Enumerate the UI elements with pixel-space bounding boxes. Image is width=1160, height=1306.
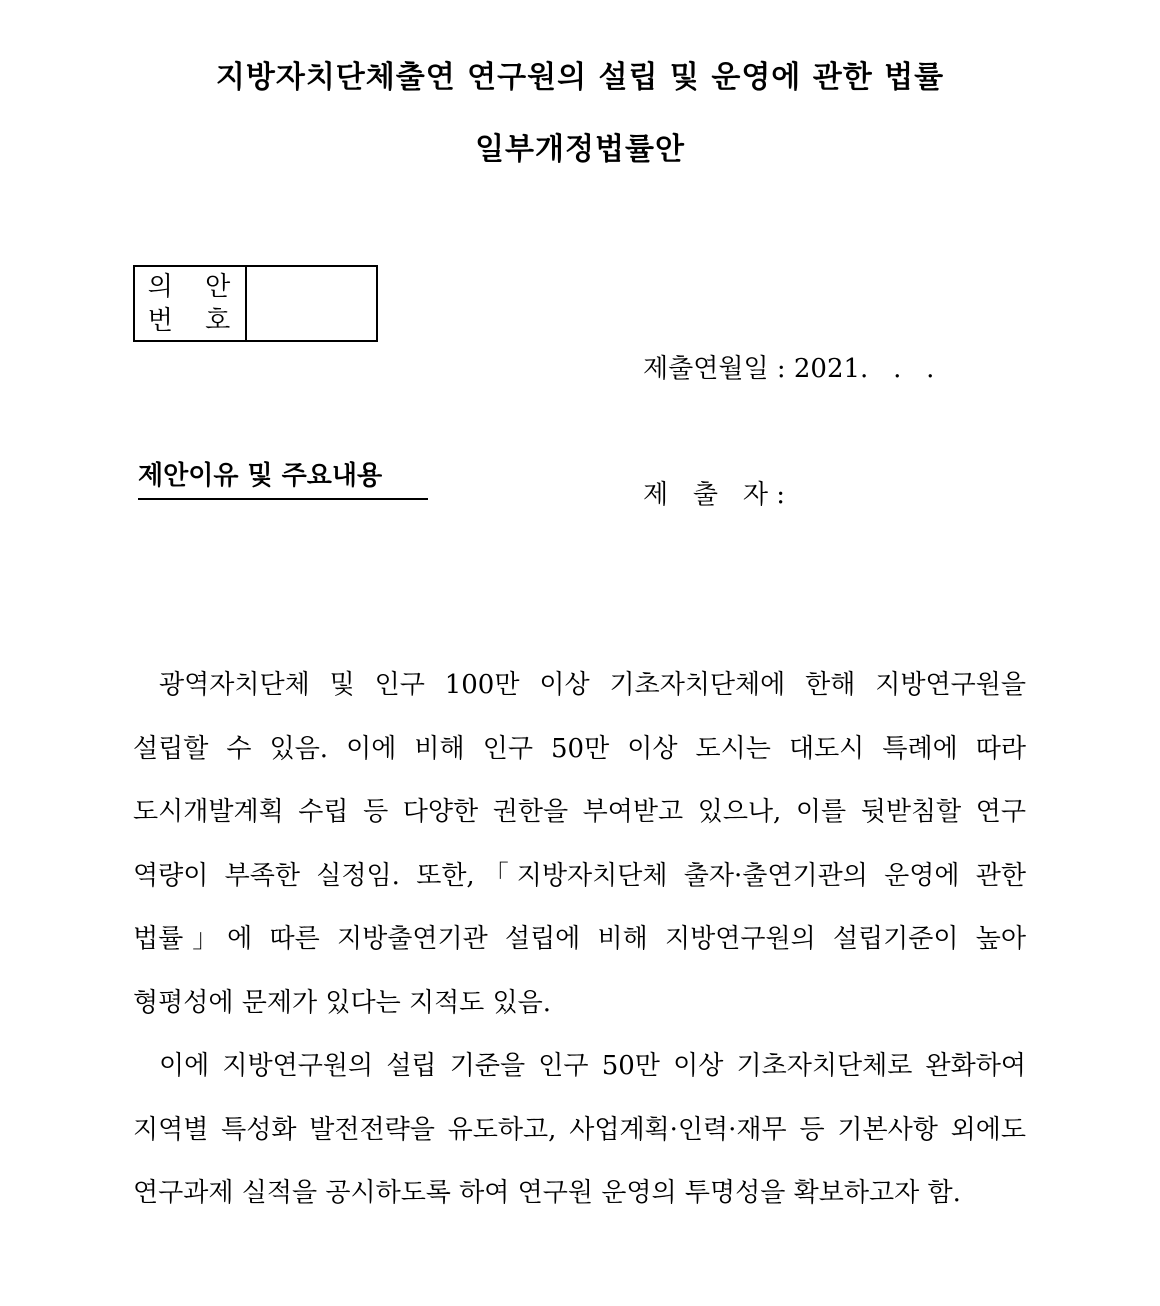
body-paragraph-1-text: 광역자치단체 및 인구 100만 이상 기초자치단체에 한해 지방연구원을 설립할 수 있음. 이에 비해 인구 50만 이상 도시는 대도시 특례에 따라 도시개발계획 수립 등 다양한 권한을 부여받고 있으나, 이를 뒷받침할 연구 역량이 부족한 실정임. 또한,「지방자치단체 출자·출연기관의 운영에 관한 법률」에 따른 지방출연기관 설립에 비해 지방연구원의 설립기준이 높아 형평성에 문제가 있다는 지적도 있음. (133, 670, 1026, 1018)
submitter-label: 제 출 자 (643, 480, 768, 510)
bill-number-label (135, 267, 247, 340)
submission-date-separator: : (768, 354, 794, 384)
document-title-line-1: 지방자치단체출연 연구원의 설립 및 운영에 관한 법률 (215, 60, 945, 95)
body-paragraph-2-text: 이에 지방연구원의 설립 기준을 인구 50만 이상 기초자치단체로 완화하여 지역별 특성화 발전전략을 유도하고, 사업계획·인력·재무 등 기본사항 외에도 연구과제 실적을 공시하도록 하여 연구원 운영의 투명성을 확보하고자 함. (133, 1051, 1026, 1208)
submission-date-label: 제출연월일 (643, 354, 769, 384)
submitter-separator: : (767, 480, 794, 510)
section-heading: 제안이유 및 주요내용 (138, 458, 428, 500)
bill-number-label-line-2: 번 호 (147, 305, 243, 336)
submitter-row (643, 474, 934, 516)
submission-date-value: 2021. . . (793, 354, 935, 384)
document-title-line-2: 일부개정법률안 (475, 132, 685, 167)
submission-date-row (643, 348, 934, 390)
body-paragraph-1 (133, 654, 1026, 1035)
body-paragraph-2 (133, 1035, 1026, 1226)
bill-number-box (133, 265, 378, 342)
submission-info (643, 264, 934, 558)
bill-number-value (247, 267, 376, 340)
bill-number-label-line-1: 의 안 (147, 271, 243, 302)
